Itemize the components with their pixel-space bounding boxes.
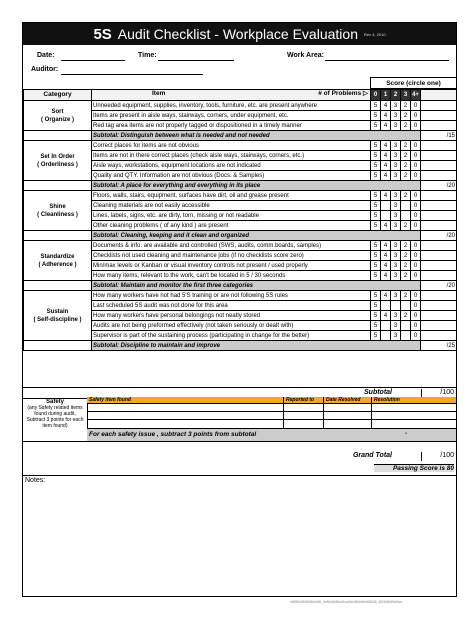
score-option[interactable]: 0	[411, 271, 421, 281]
score-option[interactable]: 3	[391, 101, 401, 111]
score-option[interactable]: 4	[381, 141, 391, 151]
section-subtotal-label: Subtotal: Distinguish between what is needed and not needed	[92, 131, 421, 141]
score-option[interactable]: 2	[401, 121, 411, 131]
col-item-label: Item	[152, 90, 166, 97]
safety-deduction-row	[87, 428, 456, 442]
row-blank	[421, 211, 457, 221]
score-option[interactable]: 2	[401, 151, 411, 161]
score-option[interactable]: 3	[391, 251, 401, 261]
item-text: Correct places for items are not obvious	[92, 141, 371, 151]
subtotal-label: Subtotal	[364, 389, 392, 396]
score-option[interactable]	[401, 321, 411, 331]
row-blank	[421, 171, 457, 181]
score-option[interactable]: 5	[371, 171, 381, 181]
score-option[interactable]: 5	[371, 241, 381, 251]
row-blank	[421, 201, 457, 211]
score-option[interactable]: 5	[371, 321, 381, 331]
col-category: Category	[24, 90, 92, 101]
score-col-header: 0	[371, 90, 381, 101]
score-option[interactable]: 4	[381, 121, 391, 131]
section-subtotal-label: Subtotal: Cleaning, keeping and it clean and organized	[92, 231, 421, 241]
score-option[interactable]: 2	[401, 311, 411, 321]
score-option[interactable]: 3	[391, 161, 401, 171]
score-option[interactable]: 5	[371, 151, 381, 161]
checklist-row	[24, 101, 457, 111]
section-subtotal-label: Subtotal: Discipline to maintain and improve	[92, 341, 421, 351]
score-option[interactable]: 3	[391, 221, 401, 231]
score-option[interactable]: 0	[411, 161, 421, 171]
item-text: Min/max levels or Kanban or visual inventory controls not present / used properly	[92, 261, 371, 271]
item-text: How many workers have personal belongings not neatly stored	[92, 311, 371, 321]
safety-columns	[87, 397, 456, 404]
score-option[interactable]: 3	[391, 211, 401, 221]
grand-total-value: /100	[421, 452, 454, 461]
section-subtotal-value: /20	[421, 281, 457, 291]
score-option[interactable]: 3	[391, 271, 401, 281]
score-option[interactable]: 0	[411, 311, 421, 321]
score-option[interactable]: 4	[381, 291, 391, 301]
score-option[interactable]	[391, 301, 401, 311]
score-option[interactable]: 0	[411, 251, 421, 261]
item-text: Floors, walls, stairs, equipment, surfaces have dirt, oil and grease present	[92, 191, 371, 201]
score-option[interactable]: 3	[391, 121, 401, 131]
safety-col-resolution: Resolution	[371, 397, 400, 403]
notes-label: Notes:	[25, 477, 46, 484]
score-option[interactable]: 0	[411, 101, 421, 111]
safety-note: (any Safety related items found during audit, Subtract 3 points for each item found)	[26, 405, 84, 429]
score-option[interactable]: 4	[381, 151, 391, 161]
score-col-header: 1	[381, 90, 391, 101]
section-subtotal-value: /20	[421, 231, 457, 241]
safety-deduction-value: -	[405, 431, 407, 437]
auditor-label: Auditor:	[31, 66, 59, 73]
row-blank	[421, 111, 457, 121]
audit-sheet	[22, 22, 457, 597]
item-text: Other cleaning problems ( of any kind ) are present	[92, 221, 371, 231]
score-option[interactable]: 2	[401, 111, 411, 121]
item-text: Lines, labels, signs, etc. are dirty, torn, missing or not readable	[92, 211, 371, 221]
section-subtotal-row	[24, 341, 457, 351]
score-option[interactable]: 4	[381, 111, 391, 121]
category-cell: Shine ( Cleanliness )	[24, 191, 92, 231]
work-area-label: Work Area:	[287, 52, 324, 59]
checklist-row	[24, 191, 457, 201]
subtotal-blank	[24, 341, 92, 351]
score-option[interactable]: 4	[381, 261, 391, 271]
passing-score: Passing Score is 80	[374, 464, 454, 472]
score-col-header: 3	[401, 90, 411, 101]
item-text: Quality and QTY. Information are not obvious (Docs. & Samples)	[92, 171, 371, 181]
score-option[interactable]: 5	[371, 261, 381, 271]
score-option[interactable]: 5	[371, 271, 381, 281]
row-blank	[421, 121, 457, 131]
score-option[interactable]: 5	[371, 301, 381, 311]
col-item	[92, 90, 371, 101]
score-option[interactable]: 0	[411, 261, 421, 271]
row-blank	[421, 261, 457, 271]
score-option[interactable]: 5	[371, 141, 381, 151]
score-option[interactable]: 5	[371, 161, 381, 171]
row-blank	[421, 221, 457, 231]
item-text: Checklists not used cleaning and maintenance jobs (if no checklists score zero)	[92, 251, 371, 261]
score-option[interactable]: 4	[381, 271, 391, 281]
row-blank	[421, 141, 457, 151]
score-option[interactable]: 4	[381, 101, 391, 111]
subtotal-value: /100	[421, 389, 454, 397]
date-field[interactable]	[61, 60, 125, 61]
score-option[interactable]	[381, 201, 391, 211]
category-cell: Sort ( Organize )	[24, 101, 92, 131]
checklist-row	[24, 241, 457, 251]
score-option[interactable]: 0	[411, 291, 421, 301]
section-subtotal-row	[24, 281, 457, 291]
section-subtotal-label: Subtotal: A place for everything and everything in its place	[92, 181, 421, 191]
score-option[interactable]	[381, 301, 391, 311]
auditor-field[interactable]	[61, 74, 203, 75]
score-option[interactable]	[401, 331, 411, 341]
subtotal-blank	[24, 131, 92, 141]
score-option[interactable]: 0	[411, 241, 421, 251]
score-option[interactable]: 3	[391, 141, 401, 151]
item-text: Aisle ways, workstations, equipment locations are not indicated	[92, 161, 371, 171]
score-option[interactable]: 4	[381, 251, 391, 261]
score-header: Score (circle one)	[370, 77, 456, 89]
score-option[interactable]: 2	[401, 171, 411, 181]
score-option[interactable]: 0	[411, 221, 421, 231]
score-option[interactable]: 3	[391, 201, 401, 211]
section-subtotal-row	[24, 231, 457, 241]
score-option[interactable]: 2	[401, 251, 411, 261]
category-cell: Set In Order ( Orderliness )	[24, 141, 92, 181]
item-text: Cleaning materials are not easily accessible	[92, 201, 371, 211]
item-text: Supervisor is part of the sustaining process (participating in change for the better)	[92, 331, 371, 341]
subtotal-blank	[24, 281, 92, 291]
category-cell: Standardize ( Adherence )	[24, 241, 92, 281]
score-option[interactable]: 4	[381, 161, 391, 171]
score-option[interactable]: 5	[371, 191, 381, 201]
score-option[interactable]: 2	[401, 141, 411, 151]
item-text: Documents & info. are available and controlled (SWS, audits, comm.boards, samples)	[92, 241, 371, 251]
score-option[interactable]: 5	[371, 201, 381, 211]
score-option[interactable]: 3	[391, 171, 401, 181]
subtotal-blank	[24, 181, 92, 191]
safety-deduction-text: For each safety issue , subtract 3 points from subtotal	[89, 431, 257, 438]
notes-area[interactable]	[23, 475, 456, 596]
row-blank	[421, 151, 457, 161]
score-option[interactable]: 0	[411, 321, 421, 331]
section-subtotal-value: /20	[421, 181, 457, 191]
score-option[interactable]: 4	[381, 191, 391, 201]
score-option[interactable]: 2	[401, 221, 411, 231]
page-title: Audit Checklist - Workplace Evaluation	[117, 26, 358, 42]
section-subtotal-value: /15	[421, 131, 457, 141]
item-text: Last scheduled 5S audit was not done for this area	[92, 301, 371, 311]
title-5s: 5S	[93, 25, 112, 43]
score-option[interactable]: 0	[411, 151, 421, 161]
checklist-row	[24, 141, 457, 151]
row-blank	[421, 291, 457, 301]
score-option[interactable]	[381, 321, 391, 331]
score-option[interactable]: 3	[391, 111, 401, 121]
safety-col-item: Safety item found	[89, 397, 131, 403]
row-blank	[421, 191, 457, 201]
grand-total-label: Grand Total	[352, 452, 392, 459]
score-option[interactable]: 2	[401, 241, 411, 251]
score-option[interactable]: 2	[401, 161, 411, 171]
section-subtotal-label: Subtotal: Maintain and monitor the first three categories	[92, 281, 421, 291]
row-blank	[421, 161, 457, 171]
score-option[interactable]: 3	[391, 261, 401, 271]
score-option[interactable]: 5	[371, 251, 381, 261]
time-label: Time:	[138, 52, 157, 59]
score-option[interactable]: 5	[371, 121, 381, 131]
item-text: Unneeded equipment, supplies, inventory, tools, furniture, etc. are present anywhere	[92, 101, 371, 111]
row-blank	[421, 271, 457, 281]
score-option[interactable]: 3	[391, 241, 401, 251]
title-bar	[23, 23, 456, 45]
section-subtotal-value: /25	[421, 341, 457, 351]
score-option[interactable]: 3	[391, 191, 401, 201]
score-option[interactable]	[401, 301, 411, 311]
row-blank	[421, 101, 457, 111]
item-text: How many workers have not had 5'S training or are not following 5S rules	[92, 291, 371, 301]
column-header-row	[24, 90, 457, 101]
item-text: Items are present in aisle ways, stairways, corners, under equipment, etc.	[92, 111, 371, 121]
score-option[interactable]	[381, 331, 391, 341]
score-option[interactable]: 3	[391, 291, 401, 301]
score-option[interactable]	[401, 211, 411, 221]
score-option[interactable]: 3	[391, 331, 401, 341]
score-option[interactable]: 2	[401, 191, 411, 201]
work-area-field[interactable]	[325, 60, 449, 61]
score-option[interactable]: 0	[411, 111, 421, 121]
score-option[interactable]: 2	[401, 261, 411, 271]
score-option[interactable]: 0	[411, 211, 421, 221]
subtotal-blank	[24, 231, 92, 241]
item-text: Items are not in there correct places (check aisle ways, stairways, corners, etc.)	[92, 151, 371, 161]
item-text: How many items, relevant to the work, can't be located in 5 / 30 seconds	[92, 271, 371, 281]
item-text: Audits are not being preformed effectively (not taken seriously or dealt with)	[92, 321, 371, 331]
score-option[interactable]	[381, 211, 391, 221]
score-option[interactable]: 2	[401, 101, 411, 111]
revision-label: Rev 4, 2010	[363, 31, 386, 37]
score-option[interactable]: 2	[401, 271, 411, 281]
score-option[interactable]: 2	[401, 291, 411, 301]
safety-entry-grid[interactable]	[87, 404, 456, 428]
score-option[interactable]: 3	[391, 151, 401, 161]
score-option[interactable]: 5	[371, 311, 381, 321]
footer-code: h8880f48f3f48bbd8f_fmfb0d6f8a1fba48e48bb8eb88b36_8809d5d5d5da	[290, 600, 402, 604]
score-option[interactable]: 5	[371, 111, 381, 121]
safety-category	[23, 397, 88, 441]
score-option[interactable]: 0	[411, 191, 421, 201]
score-option[interactable]: 0	[411, 331, 421, 341]
section-subtotal-row	[24, 131, 457, 141]
time-field[interactable]	[158, 60, 234, 61]
score-option[interactable]: 5	[371, 331, 381, 341]
score-option[interactable]: 0	[411, 141, 421, 151]
safety-col-reported: Reported to	[283, 397, 314, 403]
score-option[interactable]: 3	[391, 321, 401, 331]
grand-total-area	[23, 441, 456, 476]
row-blank	[421, 301, 457, 311]
row-blank	[421, 331, 457, 341]
checklist-table	[23, 89, 457, 351]
score-option[interactable]	[401, 201, 411, 211]
category-cell: Sustain ( Self-discipline )	[24, 291, 92, 341]
score-option[interactable]: 5	[371, 221, 381, 231]
score-option[interactable]: 0	[411, 201, 421, 211]
score-option[interactable]: 4	[381, 221, 391, 231]
item-text: Red tag area items are not properly tagged or dispositioned in a timely manner	[92, 121, 371, 131]
score-option[interactable]: 5	[371, 291, 381, 301]
col-problems-label: # of Problems ▷	[318, 90, 368, 97]
score-option[interactable]: 4	[381, 171, 391, 181]
row-blank	[421, 321, 457, 331]
score-col-header: 2	[391, 90, 401, 101]
section-subtotal-row	[24, 181, 457, 191]
row-blank	[421, 241, 457, 251]
safety-col-date: Date Resolved	[323, 397, 360, 403]
checklist-row	[24, 291, 457, 301]
score-option[interactable]: 5	[371, 211, 381, 221]
score-option[interactable]: 0	[411, 171, 421, 181]
date-label: Date:	[37, 52, 55, 59]
row-blank	[421, 311, 457, 321]
subtotal-col-header	[421, 90, 457, 101]
safety-title: Safety	[45, 399, 64, 405]
score-col-header: 4+	[411, 90, 421, 101]
row-blank	[421, 251, 457, 261]
score-option[interactable]: 3	[391, 311, 401, 321]
score-option[interactable]: 0	[411, 121, 421, 131]
score-option[interactable]: 5	[371, 101, 381, 111]
score-option[interactable]: 4	[381, 241, 391, 251]
score-option[interactable]: 0	[411, 301, 421, 311]
score-option[interactable]: 4	[381, 311, 391, 321]
